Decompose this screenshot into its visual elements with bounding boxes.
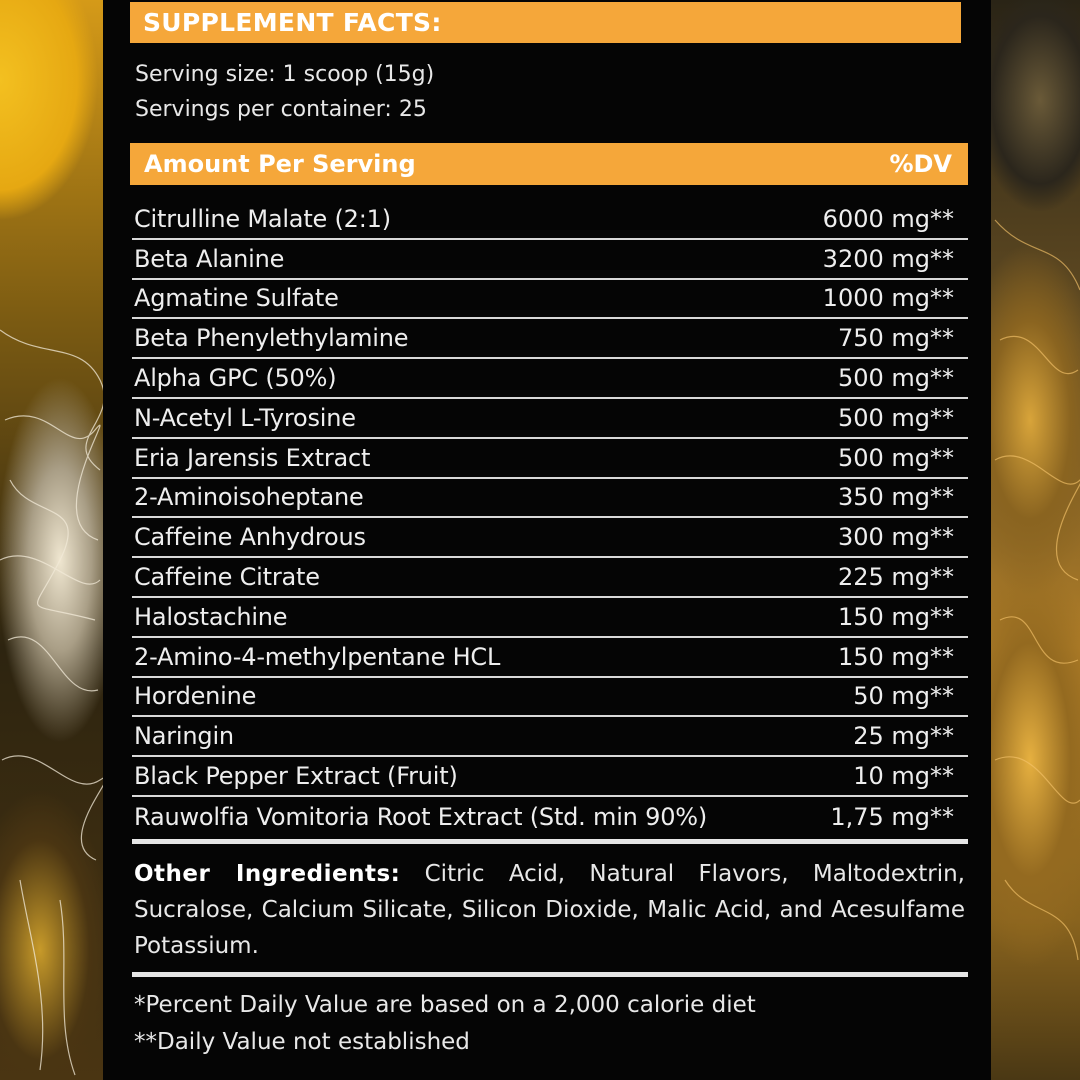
ingredient-amount: 150 mg** [837,602,954,631]
ingredient-name: N-Acetyl L-Tyrosine [134,403,356,432]
ingredient-name: Beta Phenylethylamine [134,324,409,353]
ingredient-name: Naringin [134,722,234,751]
ingredient-name: Agmatine Sulfate [134,284,339,313]
ingredient-amount: 25 mg** [853,722,954,751]
ingredient-amount: 300 mg** [837,523,954,552]
ingredient-name: Eria Jarensis Extract [134,443,371,472]
supplement-facts-header [130,2,961,43]
ingredient-amount: 10 mg** [853,762,954,791]
ingredient-row [132,757,968,797]
ingredient-row [132,518,968,558]
other-ingredients-label: Other Ingredients: [134,861,401,887]
ingredient-row [132,479,968,519]
ingredient-row [132,598,968,638]
ingredient-row [132,240,968,280]
ingredient-amount: 500 mg** [837,443,954,472]
left-decorative-artwork [0,0,110,1080]
servings-per-container: Servings per container: 25 [135,97,427,122]
ingredient-row [132,399,968,439]
ingredient-row [132,319,968,359]
divider [132,972,968,977]
dv-label: %DV [889,150,952,178]
ingredient-amount: 6000 mg** [822,204,954,233]
ingredient-name: 2-Amino-4-methylpentane HCL [134,642,501,671]
other-ingredients-text: Citric Acid, Natural Flavors, Maltodextrin, Sucralose, Calcium Silicate, Silicon Dioxide, Malic Acid, and Acesulfame Potassium. [134,861,965,959]
ingredient-row [132,717,968,757]
ingredient-row [132,439,968,479]
ingredient-row [132,638,968,678]
ingredient-name: Alpha GPC (50%) [134,364,337,393]
ingredient-table [132,200,968,837]
ingredient-amount: 500 mg** [837,364,954,393]
ingredient-amount: 350 mg** [837,483,954,512]
serving-size: Serving size: 1 scoop (15g) [135,62,435,87]
ingredient-row [132,200,968,240]
ingredient-name: Rauwolfia Vomitoria Root Extract (Std. min 90%) [134,802,708,831]
ingredient-amount: 50 mg** [853,682,954,711]
right-decorative-artwork [980,0,1080,1080]
ingredient-row [132,797,968,837]
ingredient-amount: 1000 mg** [822,284,954,313]
ingredient-amount: 3200 mg** [822,244,954,273]
ingredient-name: Black Pepper Extract (Fruit) [134,762,458,791]
ingredient-name: Hordenine [134,682,257,711]
other-ingredients [134,856,965,964]
ingredient-amount: 750 mg** [837,324,954,353]
daily-value-footnote: *Percent Daily Value are based on a 2,000 calorie diet [134,992,756,1018]
ingredient-row [132,359,968,399]
divider [132,839,968,844]
ingredient-amount: 500 mg** [837,403,954,432]
ingredient-name: Caffeine Anhydrous [134,523,366,552]
ingredient-row [132,558,968,598]
ingredient-name: Beta Alanine [134,244,285,273]
ingredient-name: 2-Aminoisoheptane [134,483,364,512]
header-title: SUPPLEMENT FACTS: [143,8,442,37]
ingredient-row [132,678,968,718]
amount-per-serving-header [130,143,968,185]
ingredient-amount: 225 mg** [837,563,954,592]
not-established-footnote: **Daily Value not established [134,1029,470,1055]
ingredient-amount: 150 mg** [837,642,954,671]
ingredient-name: Caffeine Citrate [134,563,320,592]
ingredient-name: Halostachine [134,602,288,631]
ingredient-row [132,280,968,320]
amount-per-serving-label: Amount Per Serving [144,150,416,178]
ingredient-name: Citrulline Malate (2:1) [134,204,391,233]
ingredient-amount: 1,75 mg** [830,802,954,831]
